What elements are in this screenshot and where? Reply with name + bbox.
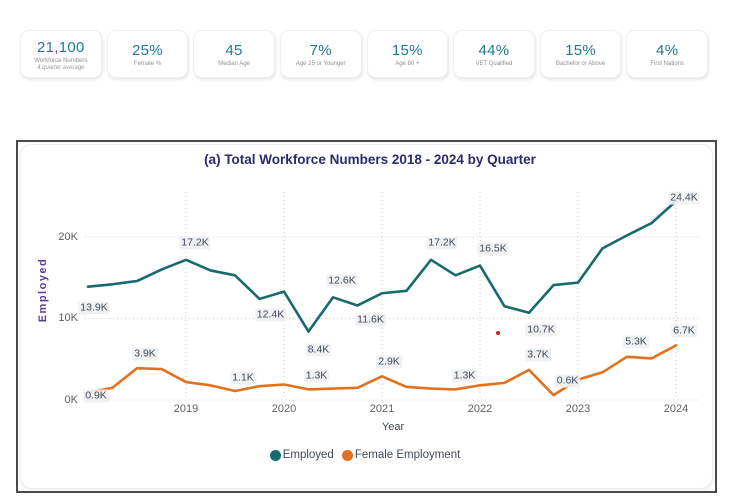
kpi-label: Age 60 + <box>395 61 420 67</box>
kpi-label: Bachelor or Above <box>556 61 606 67</box>
y-tick-10k: 10K <box>58 312 78 324</box>
data-label: 24.4K <box>670 191 698 204</box>
data-label: 12.4K <box>256 308 285 321</box>
legend-item-employed[interactable] <box>270 449 334 461</box>
kpi-value: 15% <box>391 42 423 59</box>
legend-dot-employed-icon <box>270 450 281 461</box>
kpi-value: 4% <box>656 42 679 59</box>
x-tick-2023: 2023 <box>565 403 591 415</box>
y-tick-20k: 20K <box>58 231 78 243</box>
kpi-label: Female % <box>133 61 161 67</box>
x-tick-2019: 2019 <box>173 403 199 415</box>
data-label: 17.2K <box>428 236 456 249</box>
kpi-value: 25% <box>131 42 163 59</box>
kpi-label: Median Age <box>218 61 250 67</box>
legend <box>0 446 730 464</box>
kpi-label: Workforce Numbers <box>34 57 88 64</box>
x-tick-2022: 2022 <box>467 403 493 415</box>
kpi-value: 21,100 <box>36 38 85 56</box>
data-label: 5.3K <box>625 335 647 348</box>
data-label: 1.3K <box>453 369 476 382</box>
legend-dot-female-employment-icon <box>342 450 353 461</box>
data-label: 3.9K <box>134 347 156 360</box>
kpi-sublabel: 4 quarter average <box>37 64 85 71</box>
data-label: 6.7K <box>673 324 695 337</box>
data-label: 11.6K <box>357 313 384 326</box>
kpi-value: 15% <box>565 42 597 59</box>
x-tick-2021: 2021 <box>369 403 395 415</box>
data-label: 1.3K <box>305 369 328 382</box>
data-label: 12.6K <box>328 274 356 287</box>
chart-title: (a) Total Workforce Numbers 2018 - 2024 by Quarter <box>204 152 536 167</box>
kpi-value: 45 <box>225 42 243 59</box>
y-axis-title: Employed <box>37 257 49 323</box>
data-label: 3.7K <box>527 348 549 361</box>
y-tick-0k: 0K <box>64 394 78 406</box>
data-label: 2.9K <box>378 355 400 368</box>
data-label: 8.4K <box>307 343 330 356</box>
data-label: 10.7K <box>527 323 555 336</box>
x-axis-title: Year <box>381 421 405 433</box>
stray-red-dot <box>496 331 500 335</box>
x-tick-2024: 2024 <box>663 403 689 415</box>
data-label: 1.1K <box>232 371 254 384</box>
data-label: 0.9K <box>85 389 107 402</box>
legend-label: Female Employment <box>354 449 461 461</box>
kpi-value: 7% <box>309 42 332 59</box>
x-tick-2020: 2020 <box>271 403 297 415</box>
data-label: 16.5K <box>479 242 507 255</box>
data-label: 0.6K <box>556 374 579 387</box>
kpi-value: 44% <box>478 42 510 59</box>
legend-label: Employed <box>282 449 334 461</box>
kpi-label: Age 25 or Younger <box>295 61 346 67</box>
data-label: 13.9K <box>80 301 108 314</box>
data-label: 17.2K <box>181 236 209 249</box>
kpi-label: First Nations <box>650 61 685 67</box>
legend-item-female-employment[interactable] <box>342 449 460 461</box>
kpi-label: VET Qualified <box>475 61 513 67</box>
